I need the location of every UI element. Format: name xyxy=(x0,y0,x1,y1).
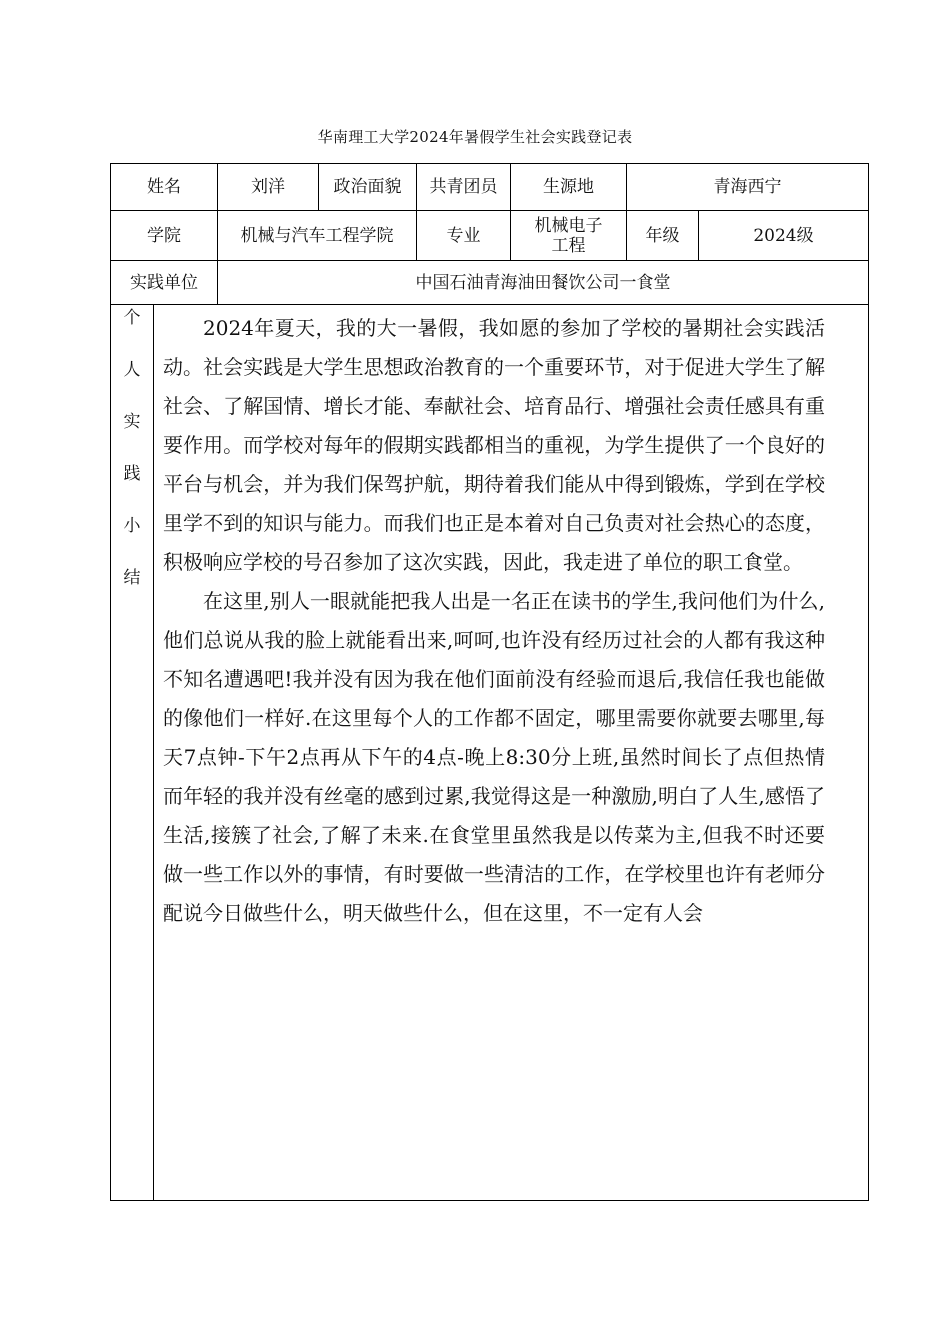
college-label: 学院 xyxy=(111,211,218,260)
practice-unit-value: 中国石油青海油田餐饮公司一食堂 xyxy=(415,272,671,293)
form-row-academic-info xyxy=(111,211,868,261)
origin-value: 青海西宁 xyxy=(713,177,782,197)
summary-label-char: 小 xyxy=(123,516,141,536)
grade-label: 年级 xyxy=(627,211,699,260)
major-value: 机械电子工程 xyxy=(511,211,627,260)
summary-paragraph: 在这里,别人一眼就能把我人出是一名正在读书的学生,我问他们为什么,他们总说从我的脸上就能看出来,呵呵,也许没有经历过社会的人都有我这种不知名遭遇吧!我并没有因为我在他们面前没有经验而退后,我信任我也能做的像他们一样好.在这里每个人的工作都不固定，哪里需要你就要去哪里,每天7点钟-下午2点再从下午的4点-晚上8:30分上班,虽然时间长了点但热情而年轻的我并没有丝毫的感到过累,我觉得这是一种激励,明白了人生,感悟了生活,接簇了社会,了解了未来.在食堂里虽然我是以传菜为主,但我不时还要做一些工作以外的事情，有时要做一些清洁的工作，在学校里也许有老师分配说今日做些什么，明天做些什么，但在这里，不一定有人会 xyxy=(163,589,825,925)
grade-value: 2024级 xyxy=(753,225,814,246)
summary-label-char: 个 xyxy=(123,308,141,328)
summary-text xyxy=(163,309,825,933)
registration-form xyxy=(110,163,869,1201)
origin-label: 生源地 xyxy=(511,164,627,210)
name-label: 姓名 xyxy=(111,164,218,210)
college-value: 机械与汽车工程学院 xyxy=(218,211,417,260)
summary-label-char: 结 xyxy=(123,568,141,588)
summary-label-char: 践 xyxy=(123,464,141,484)
form-row-summary xyxy=(111,305,868,1200)
form-row-practice-unit xyxy=(111,261,868,305)
summary-label-char: 人 xyxy=(123,360,141,380)
name-value: 刘洋 xyxy=(218,164,319,210)
form-row-basic-info xyxy=(111,164,868,211)
summary-paragraph: 2024年夏天，我的大一暑假，我如愿的参加了学校的暑期社会实践活动。社会实践是大学生思想政治教育的一个重要环节，对于促进大学生了解社会、了解国情、增长才能、奉献社会、培育品行、增强社会责任感具有重要作用。而学校对每年的假期实践都相当的重视，为学生提供了一个良好的平台与机会，并为我们保驾护航，期待着我们能从中得到锻炼，学到在学校里学不到的知识与能力。而我们也正是本着对自己负责对社会热心的态度，积极响应学校的号召参加了这次实践，因此，我走进了单位的职工食堂。 xyxy=(163,316,825,574)
political-status-label: 政治面貌 xyxy=(319,164,417,210)
summary-label-char: 实 xyxy=(123,412,141,432)
political-status-value: 共青团员 xyxy=(417,164,511,210)
document-title: 华南理工大学2024年暑假学生社会实践登记表 xyxy=(317,128,633,146)
major-label: 专业 xyxy=(417,211,511,260)
practice-unit-label: 实践单位 xyxy=(111,261,218,304)
summary-label xyxy=(111,305,154,1200)
